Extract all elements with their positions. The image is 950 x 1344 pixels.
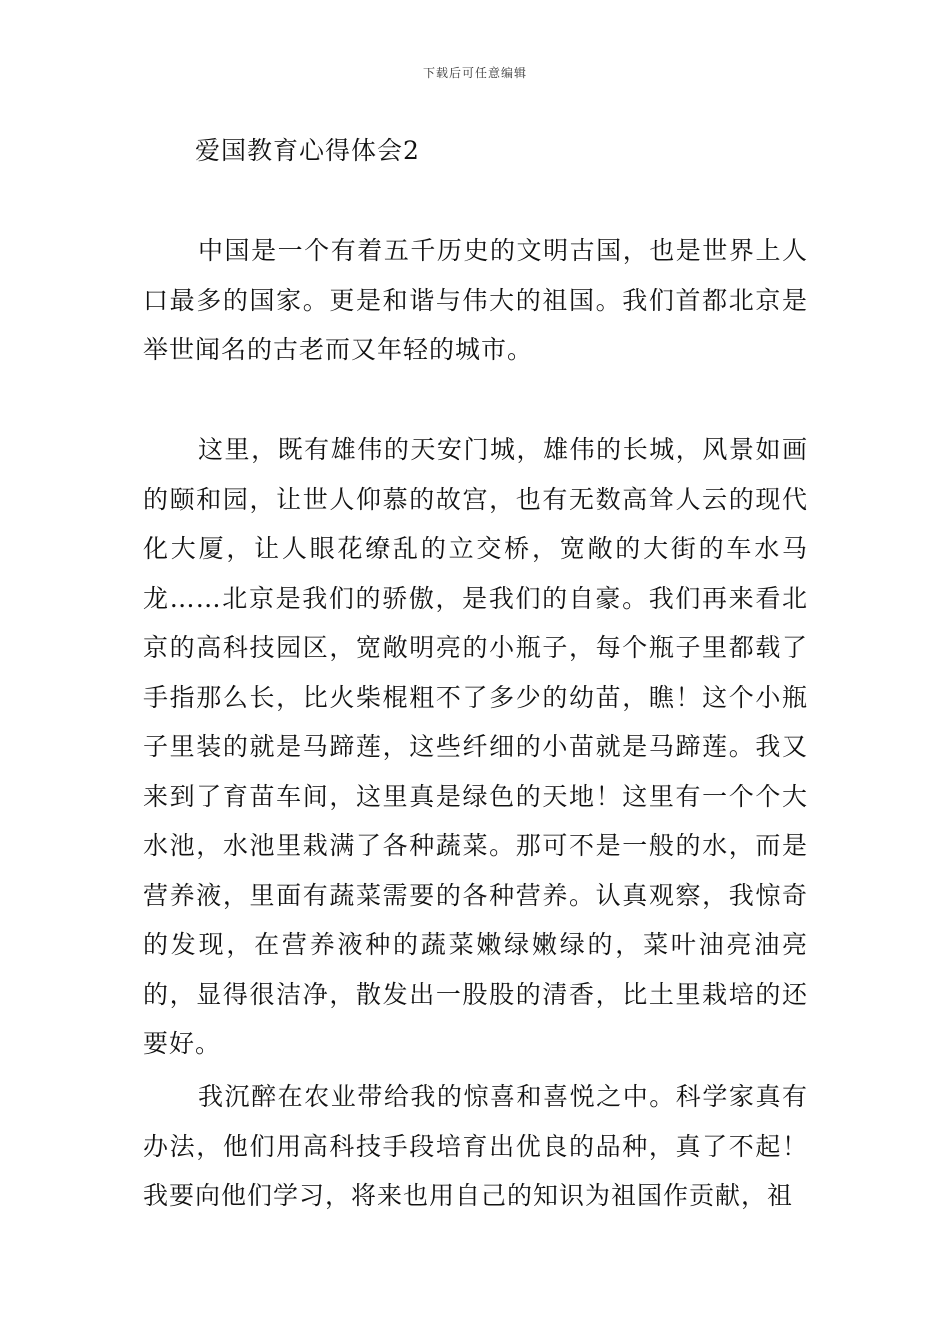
paragraph-3: 我沉醉在农业带给我的惊喜和喜悦之中。科学家真有办法，他们用高科技手段培育出优良的品种，真了不起！我要向他们学习，将来也用自己的知识为祖国作贡献，祖 — [143, 1082, 808, 1210]
paragraph-1: 中国是一个有着五千历史的文明古国，也是世界上人口最多的国家。更是和谐与伟大的祖国。我们首都北京是举世闻名的古老而又年轻的城市。 — [143, 236, 808, 364]
paragraph-2: 这里，既有雄伟的天安门城，雄伟的长城，风景如画的颐和园，让世人仰慕的故宫，也有无数高耸人云的现代化大厦，让人眼花缭乱的立交桥，宽敞的大街的车水马龙……北京是我们的骄傲，是我们的自豪。我们再来看北京的高科技园区，宽敞明亮的小瓶子，每个瓶子里都载了手指那么长，比火柴棍粗不了多少的幼苗，瞧！这个小瓶子里装的就是马蹄莲，这些纤细的小苗就是马蹄莲。我又来到了育苗车间，这里真是绿色的天地！这里有一个个大水池，水池里栽满了各种蔬菜。那可不是一般的水，而是营养液，里面有蔬菜需要的各种营养。认真观察，我惊奇的发现，在营养液种的蔬菜嫩绿嫩绿的，菜叶油亮油亮的，显得很洁净，散发出一股股的清香，比土里栽培的还要好。 — [143, 435, 808, 1058]
document-title: 爱国教育心得体会2 — [195, 136, 420, 165]
page-header: 下载后可任意编辑 — [422, 66, 527, 80]
